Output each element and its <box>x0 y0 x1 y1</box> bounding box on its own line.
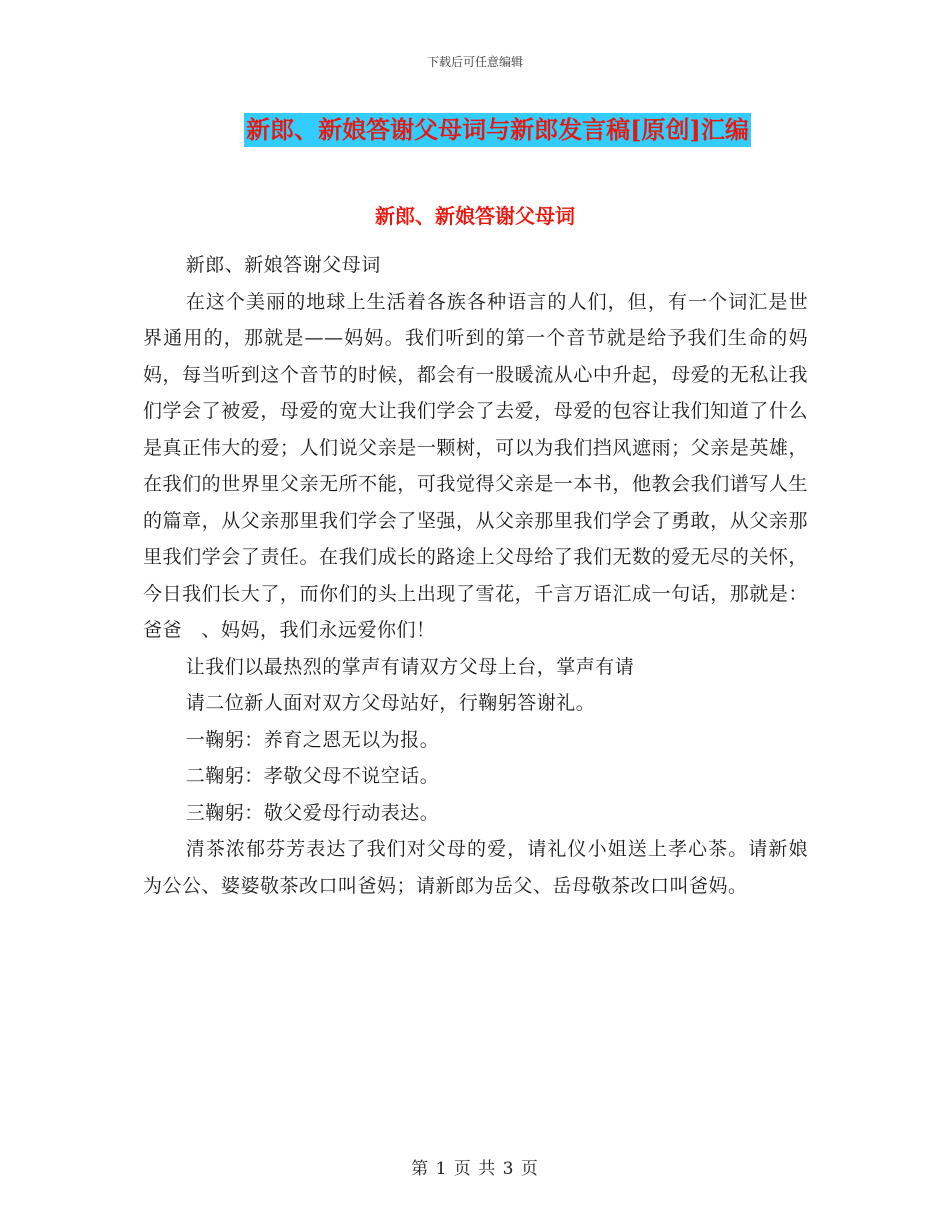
paragraph: 二鞠躬：孝敬父母不说空话。 <box>185 765 440 787</box>
paragraph: 清茶浓郁芬芳表达了我们对父母的爱，请礼仪小姐送上孝心茶。请新娘为公公、婆婆敬茶改口叫爸妈；请新郎为岳父、岳母敬茶改口叫爸妈。 <box>143 838 808 897</box>
paragraph: 一鞠躬：养育之恩无以为报。 <box>185 728 440 751</box>
header-note: 下载后可任意编辑 <box>426 55 523 69</box>
main-title: 新郎、新娘答谢父母词与新郎发言稿[原创]汇编 <box>244 113 751 147</box>
section-title: 新郎、新娘答谢父母词 <box>375 204 575 228</box>
page-footer: 第 1 页 共 3 页 <box>411 1159 539 1179</box>
main-title-container <box>0 113 950 147</box>
paragraph: 请二位新人面对双方父母站好，行鞠躬答谢礼。 <box>185 692 596 714</box>
paragraph: 三鞠躬：敬父爱母行动表达。 <box>185 801 440 824</box>
paragraph: 让我们以最热烈的掌声有请双方父母上台，掌声有请 <box>185 655 635 678</box>
document-body <box>143 247 808 904</box>
paragraph: 新郎、新娘答谢父母词 <box>185 254 381 276</box>
paragraph: 在这个美丽的地球上生活着各族各种语言的人们，但，有一个词汇是世界通用的，那就是——妈妈。我们听到的第一个音节就是给予我们生命的妈妈，每当听到这个音节的时候，都会有一股暖流从心中升起，母爱的无私让我们学会了被爱，母爱的宽大让我们学会了去爱，母爱的包容让我们知道了什么是真正伟大的爱；人们说父亲是一颗树，可以为我们挡风遮雨；父亲是英雄，在我们的世界里父亲无所不能，可我觉得父亲是一本书，他教会我们谱写人生的篇章，从父亲那里我们学会了坚强，从父亲那里我们学会了勇敢，从父亲那里我们学会了责任。在我们成长的路途上父母给了我们无数的爱无尽的关怀，今日我们长大了，而你们的头上出现了雪花，千言万语汇成一句话，那就是：爸爸 、妈妈，我们永远爱你们！ <box>143 290 808 641</box>
